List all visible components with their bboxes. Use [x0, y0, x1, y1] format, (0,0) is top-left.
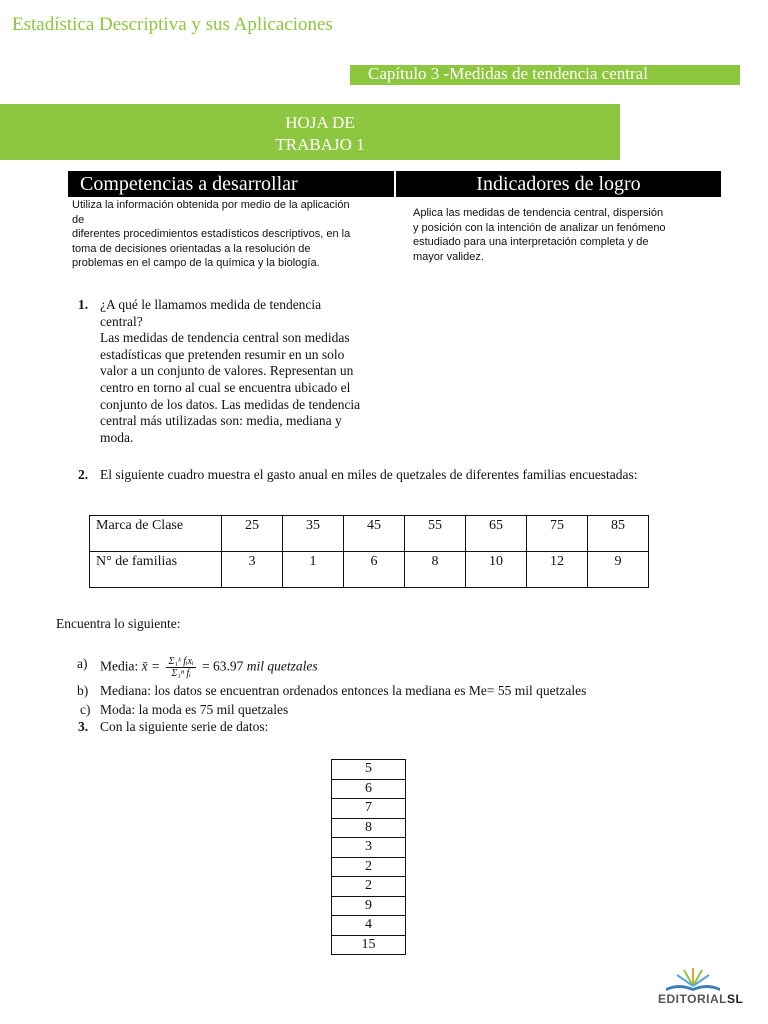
chapter-title: Capítulo 3 -Medidas de tendencia central [368, 64, 648, 83]
answer-1-line: moda. [100, 429, 134, 445]
media-fraction [166, 656, 195, 679]
question-1 [100, 297, 390, 446]
indicadores-line: mayor validez. [413, 250, 484, 263]
indicadores-line: Aplica las medidas de tendencia central, dispersión [413, 207, 664, 219]
worksheet-banner [0, 104, 620, 160]
table-row-label: Marca de Clase [90, 516, 222, 552]
answer-1-line: valor a un conjunto de valores. Representan un [100, 363, 354, 379]
media-prefix: Media: [100, 658, 139, 674]
competencias-line: de [72, 213, 85, 226]
indicadores-text [413, 206, 713, 264]
indicadores-line: estudiado para una interpretación completa y de [413, 236, 649, 248]
media-value: = 63.97 [201, 658, 244, 674]
table-cell: 8 [405, 552, 466, 588]
book-title: Estadística Descriptiva y sus Aplicaciones [12, 14, 333, 35]
answer-1-line: Las medidas de tendencia central son medidas [100, 330, 350, 346]
answer-1-line: centro en torno al cual se encuentra ubicado el [100, 379, 351, 395]
table-cell: 12 [527, 552, 588, 588]
xbar-symbol: x̄ = [141, 658, 161, 674]
question-1-number: 1. [78, 297, 89, 312]
indicadores-heading: Indicadores de logro [396, 171, 721, 197]
frequency-table [89, 515, 649, 588]
table-cell: 1 [283, 552, 344, 588]
item-a-media [100, 656, 318, 679]
fraction-denominator: Σ₁ⁿ fᵢ [171, 668, 191, 679]
table-cell: 25 [222, 516, 283, 552]
table-row [90, 552, 649, 588]
competencias-line: toma de decisiones orientadas a la resolución de [72, 242, 311, 255]
item-c-moda: Moda: la moda es 75 mil quetzales [100, 702, 289, 717]
item-b-label: b) [77, 683, 89, 698]
table-cell: 55 [405, 516, 466, 552]
question-2-text: El siguiente cuadro muestra el gasto anual en miles de quetzales de diferentes familias encuestadas: [100, 467, 638, 482]
table-cell: 35 [283, 516, 344, 552]
worksheet-line-2: TRABAJO 1 [275, 135, 365, 154]
competencias-line: Utiliza la información obtenida por medio de la aplicación [72, 199, 350, 211]
question-3-text: Con la siguiente serie de datos: [100, 719, 269, 734]
table-cell: 6 [344, 552, 405, 588]
table-cell: 45 [344, 516, 405, 552]
item-a-label: a) [77, 656, 88, 671]
series-value: 3 [332, 838, 406, 858]
data-series-table [331, 759, 406, 955]
series-value: 8 [332, 818, 406, 838]
series-value: 15 [332, 935, 406, 955]
series-value: 7 [332, 799, 406, 819]
table-cell: 3 [222, 552, 283, 588]
series-value: 4 [332, 916, 406, 936]
table-cell: 10 [466, 552, 527, 588]
series-value: 2 [332, 877, 406, 897]
question-1-line: central? [100, 313, 143, 329]
competencias-heading: Competencias a desarrollar [68, 171, 394, 197]
encuentra-label: Encuentra lo siguiente: [56, 616, 181, 631]
answer-1-line: estadísticas que pretenden resumir en un solo [100, 346, 345, 362]
logo-name: EDITORIAL [658, 992, 727, 1006]
table-cell: 65 [466, 516, 527, 552]
competencias-text [72, 198, 384, 271]
item-c-label: c) [80, 702, 91, 717]
series-value: 5 [332, 760, 406, 780]
worksheet-line-1: HOJA DE [285, 113, 355, 132]
editorial-logo [654, 962, 744, 1012]
book-icon [654, 962, 732, 994]
competencias-line: diferentes procedimientos estadísticos descriptivos, en la [72, 228, 351, 240]
series-value: 2 [332, 857, 406, 877]
question-3-number: 3. [78, 719, 89, 734]
table-cell: 9 [588, 552, 649, 588]
question-2-number: 2. [78, 467, 89, 482]
answer-1-line: central más utilizadas son: media, mediana y [100, 413, 342, 429]
media-unit: mil quetzales [246, 658, 318, 674]
item-b-mediana: Mediana: los datos se encuentran ordenados entonces la mediana es Me= 55 mil quetzales [100, 683, 587, 698]
logo-suffix: SL [726, 992, 744, 1006]
table-cell: 85 [588, 516, 649, 552]
series-value: 9 [332, 896, 406, 916]
table-row-label: N° de familias [90, 552, 222, 588]
answer-1-line: conjunto de los datos. Las medidas de tendencia [100, 396, 361, 412]
series-value: 6 [332, 779, 406, 799]
competencias-line: problemas en el campo de la química y la biología. [72, 257, 320, 269]
table-row [90, 516, 649, 552]
question-1-line: ¿A qué le llamamos medida de tendencia [100, 297, 322, 312]
fraction-numerator: Σ₁ᵏ fᵢxᵢ [168, 656, 194, 667]
indicadores-line: y posición con la intención de analizar un fenómeno [413, 221, 666, 234]
table-cell: 75 [527, 516, 588, 552]
